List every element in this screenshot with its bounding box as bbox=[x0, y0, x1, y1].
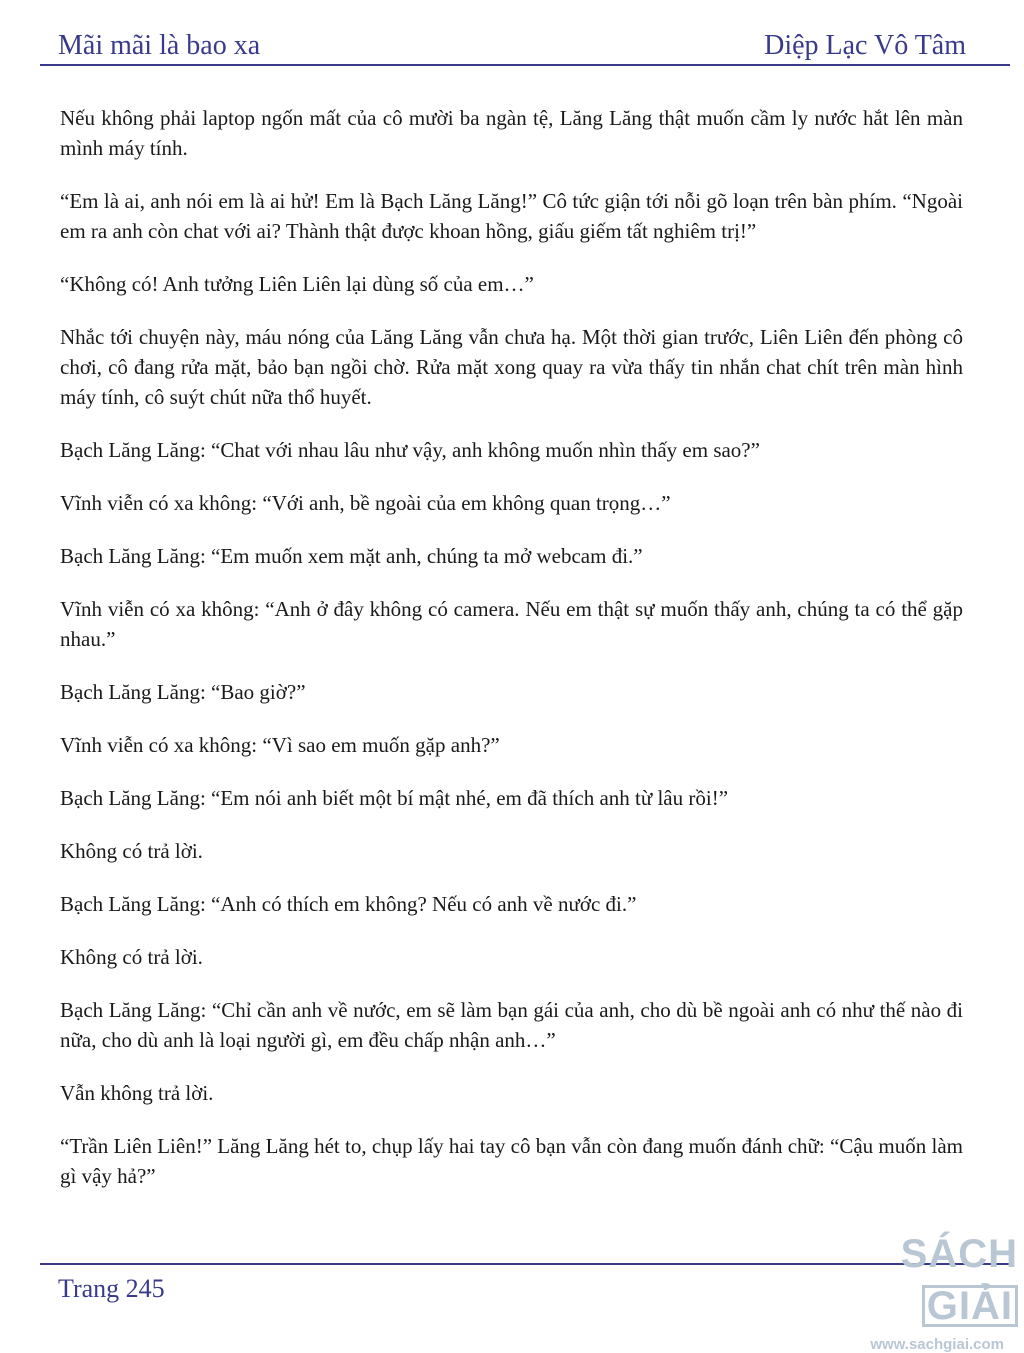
page-number: Trang 245 bbox=[58, 1274, 165, 1303]
paragraph: Nếu không phải laptop ngốn mất của cô mười ba ngàn tệ, Lăng Lăng thật muốn cầm ly nước hắt lên màn mình máy tính. bbox=[60, 106, 963, 160]
paragraph: “Em là ai, anh nói em là ai hử! Em là Bạch Lăng Lăng!” Cô tức giận tới nỗi gõ loạn trên bàn phím. “Ngoài em ra anh còn chat với ai? Thành thật được khoan hồng, giấu giếm tất nghiêm trị!” bbox=[60, 189, 963, 243]
watermark bbox=[818, 1228, 1018, 1353]
paragraph: Bạch Lăng Lăng: “Anh có thích em không? Nếu có anh về nước đi.” bbox=[60, 892, 637, 916]
paragraph: Bạch Lăng Lăng: “Chỉ cần anh về nước, em sẽ làm bạn gái của anh, cho dù bề ngoài anh có như thế nào đi nữa, cho dù anh là loại người gì, em đều chấp nhận anh…” bbox=[60, 998, 963, 1052]
paragraph: Không có trả lời. bbox=[60, 945, 203, 969]
paragraph: “Không có! Anh tưởng Liên Liên lại dùng số của em…” bbox=[60, 272, 534, 296]
paragraph: Bạch Lăng Lăng: “Chat với nhau lâu như vậy, anh không muốn nhìn thấy em sao?” bbox=[60, 438, 760, 462]
paragraph: Bạch Lăng Lăng: “Bao giờ?” bbox=[60, 680, 306, 704]
book-title: Mãi mãi là bao xa bbox=[58, 30, 261, 61]
paragraph: Vĩnh viễn có xa không: “Với anh, bề ngoài của em không quan trọng…” bbox=[60, 491, 671, 515]
paragraph: Bạch Lăng Lăng: “Em muốn xem mặt anh, chúng ta mở webcam đi.” bbox=[60, 544, 643, 568]
watermark-url: www.sachgiai.com bbox=[870, 1336, 1004, 1353]
header-divider bbox=[40, 64, 1010, 66]
page-header bbox=[58, 22, 966, 62]
paragraph: Bạch Lăng Lăng: “Em nói anh biết một bí mật nhé, em đã thích anh từ lâu rồi!” bbox=[60, 786, 729, 810]
watermark-logo-left: SÁCH bbox=[900, 1232, 1018, 1276]
page-body bbox=[60, 103, 963, 1214]
paragraph: Vẫn không trả lời. bbox=[60, 1081, 214, 1105]
watermark-logo bbox=[818, 1228, 1018, 1332]
paragraph: “Trần Liên Liên!” Lăng Lăng hét to, chụp lấy hai tay cô bạn vẫn còn đang muốn đánh chữ: “Cậu muốn làm gì vậy hả?” bbox=[60, 1134, 963, 1188]
paragraph: Nhắc tới chuyện này, máu nóng của Lăng Lăng vẫn chưa hạ. Một thời gian trước, Liên Liên đến phòng cô chơi, cô đang rửa mặt, bảo bạn ngồi chờ. Rửa mặt xong quay ra vừa thấy tin nhắn chat chít trên màn hình máy tính, cô suýt chút nữa thổ huyết. bbox=[60, 325, 963, 409]
watermark-logo-right: GIẢI bbox=[922, 1285, 1018, 1327]
paragraph: Vĩnh viễn có xa không: “Anh ở đây không có camera. Nếu em thật sự muốn thấy anh, chúng ta có thể gặp nhau.” bbox=[60, 597, 963, 651]
paragraph: Vĩnh viễn có xa không: “Vì sao em muốn gặp anh?” bbox=[60, 733, 500, 757]
paragraph: Không có trả lời. bbox=[60, 839, 203, 863]
book-author: Diệp Lạc Vô Tâm bbox=[764, 30, 966, 61]
